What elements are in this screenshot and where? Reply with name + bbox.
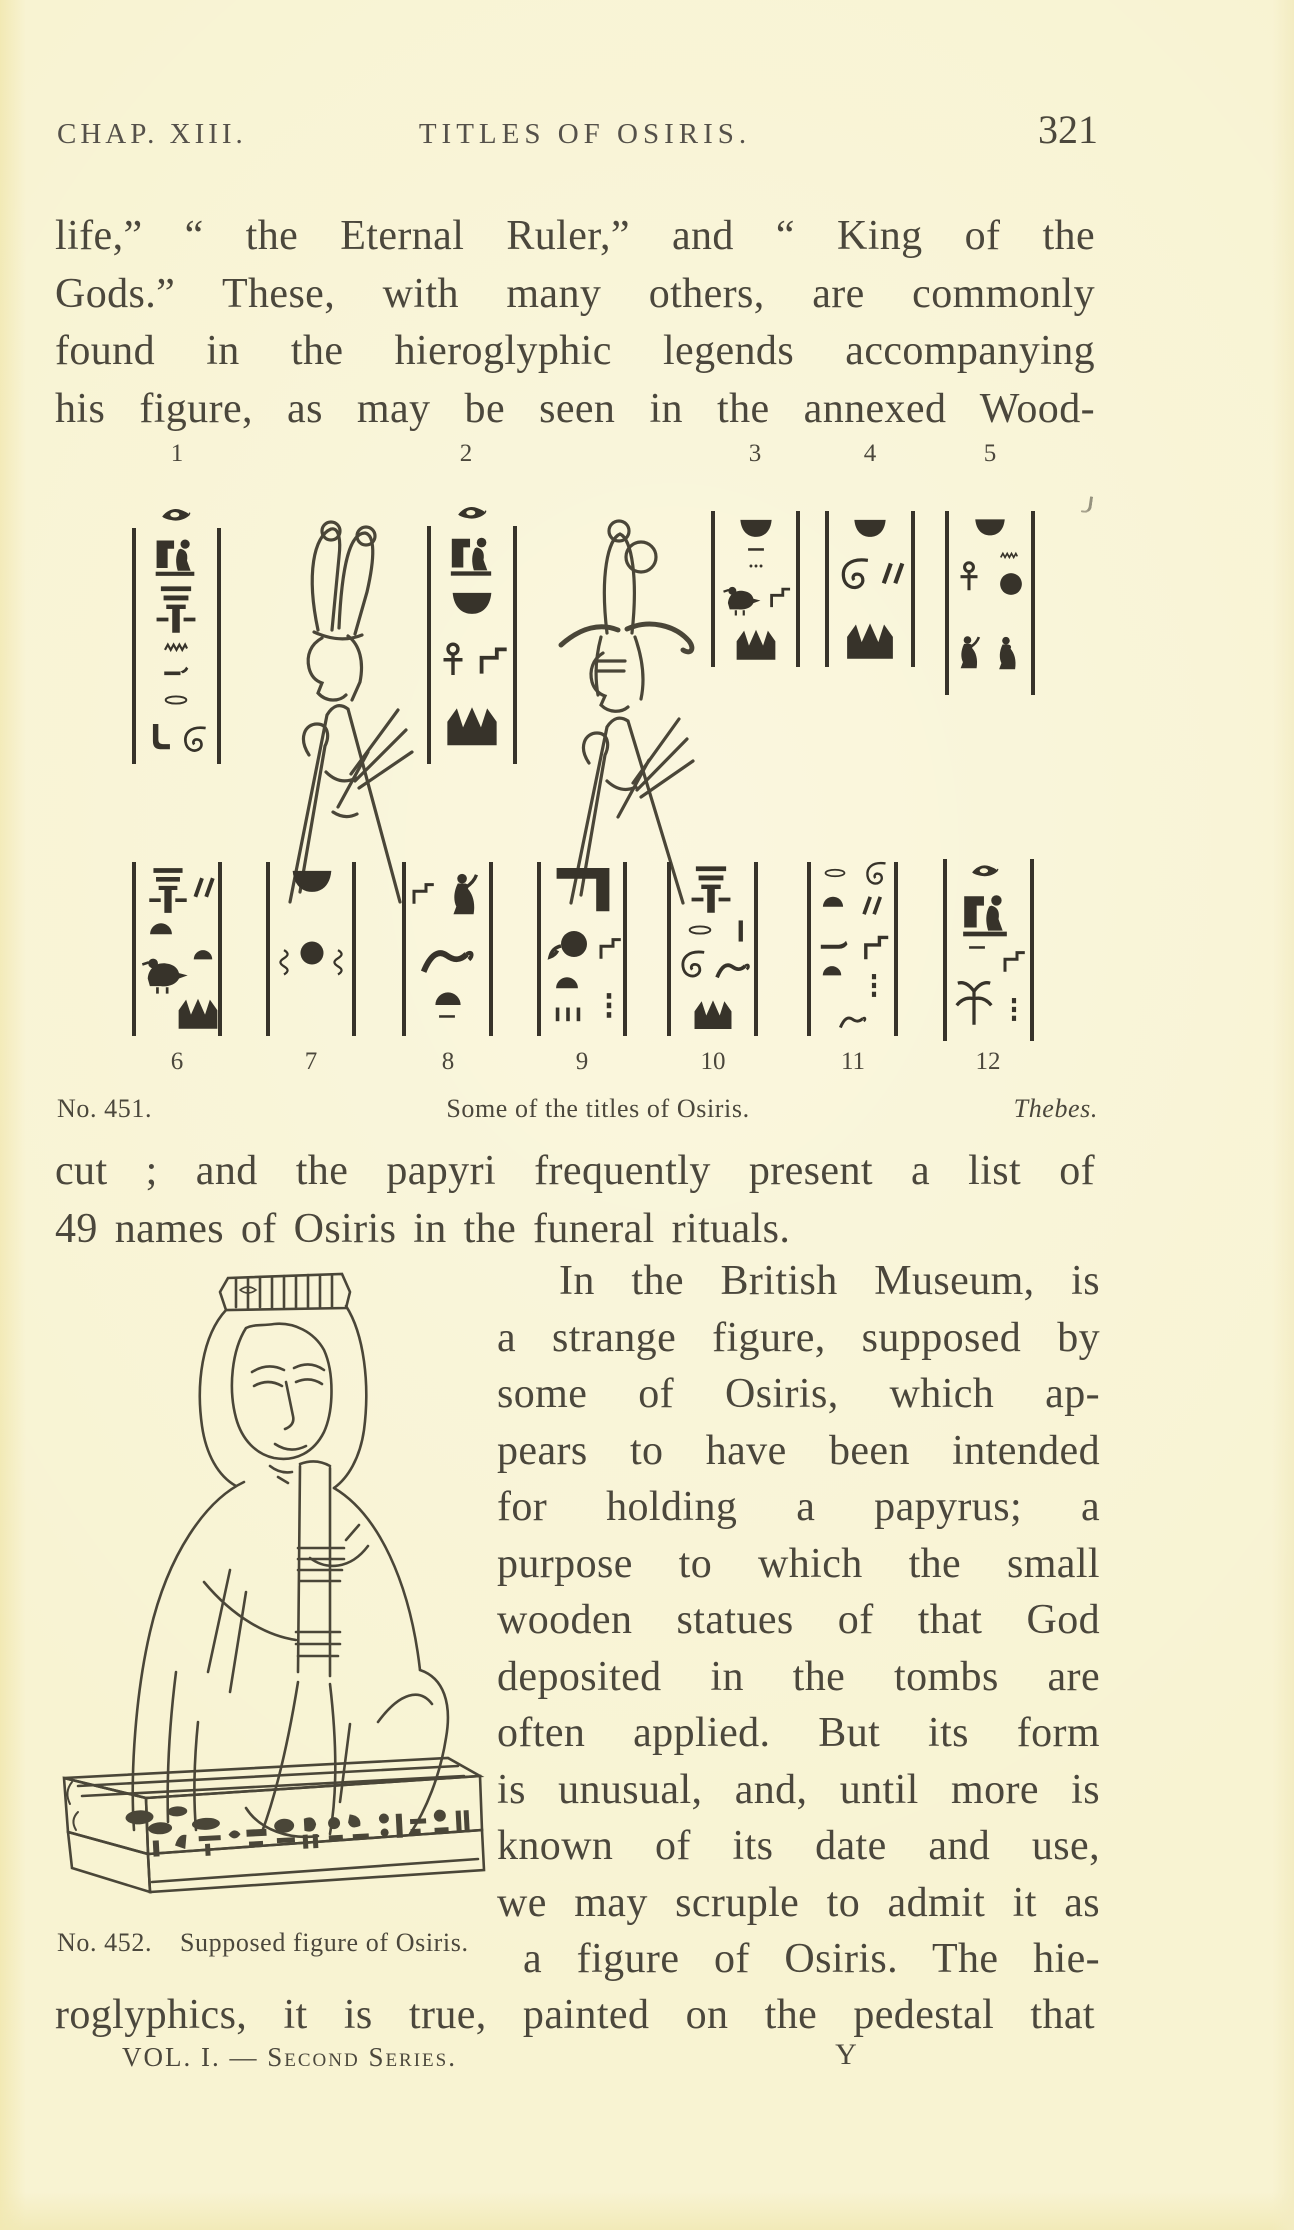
paragraph3-line: deposited in the tombs are (497, 1654, 1100, 1700)
figure-452-caption: Supposed figure of Osiris. (180, 1928, 469, 1957)
hieroglyph-panel-1 (124, 498, 228, 768)
osiris-statue-drawing (48, 1252, 488, 1907)
paragraph3-line: a figure of Osiris. The hie- (523, 1936, 1100, 1982)
paragraph1-line: his figure, as may be seen in the annexed Wood- (55, 386, 1095, 432)
figure-451-caption: Some of the titles of Osiris. (446, 1094, 750, 1123)
paragraph1-line: found in the hieroglyphic legends accompanying (55, 328, 1095, 374)
figure-452-label: No. 452. (57, 1928, 153, 1957)
paragraph2-line: cut ; and the papyri frequently present a list of (55, 1148, 1095, 1194)
paragraph3-line: wooden statues of that God (497, 1597, 1100, 1643)
paragraph3-line: some of Osiris, which ap- (497, 1371, 1100, 1417)
osiris-figure-horned-crown (515, 505, 705, 913)
paragraph3-line: pears to have been intended (497, 1428, 1100, 1474)
paragraph3-line: is unusual, and, until more is (497, 1767, 1100, 1813)
paragraph3-line: purpose to which the small (497, 1541, 1100, 1587)
osiris-figure-atef-crown (238, 512, 420, 910)
paragraph3-line: known of its date and use, (497, 1823, 1100, 1869)
woodcut-number: 6 (170, 1048, 184, 1075)
woodcut-number: 3 (748, 440, 762, 467)
hieroglyph-panel-8 (396, 858, 500, 1040)
figure-451-place: Thebes. (1013, 1094, 1098, 1123)
hieroglyph-panel-5 (938, 505, 1042, 701)
woodcut-number: 2 (459, 440, 473, 467)
volume-footline: VOL. I. — Second Series. (122, 2042, 457, 2072)
hieroglyph-panel-12 (937, 855, 1041, 1045)
page-number: 321 (1038, 107, 1098, 152)
hieroglyph-panel-6 (126, 858, 229, 1040)
ink-speck (1081, 495, 1093, 513)
running-title: TITLES OF OSIRIS. (418, 118, 752, 150)
woodcut-number: 12 (975, 1048, 1001, 1075)
hieroglyph-panel-4 (818, 505, 922, 673)
woodcut-number: 5 (983, 440, 997, 467)
hieroglyph-panel-3 (704, 505, 807, 673)
paragraph3-line: we may scruple to admit it as (497, 1880, 1100, 1926)
paragraph3-line: often applied. But its form (497, 1710, 1100, 1756)
woodcut-number: 4 (863, 440, 877, 467)
hieroglyph-panel-10 (661, 858, 765, 1040)
woodcut-number: 1 (170, 440, 184, 467)
paragraph1-line: Gods.” These, with many others, are commonly (55, 271, 1095, 317)
paragraph3-line: In the British Museum, is (559, 1258, 1100, 1304)
hieroglyph-panel-11 (801, 858, 905, 1040)
paragraph2-line: 49 names of Osiris in the funeral rituals. (55, 1206, 791, 1252)
paragraph3-line: a strange figure, supposed by (497, 1315, 1100, 1361)
woodcut-number: 11 (840, 1048, 866, 1075)
woodcut-number: 10 (700, 1048, 726, 1075)
paragraph1-line: life,” “ the Eternal Ruler,” and “ King of the (55, 213, 1095, 259)
woodcut-number: 7 (304, 1048, 318, 1075)
paragraph3-full-line: roglyphics, it is true, painted on the pedestal that (55, 1992, 1095, 2038)
chapter-heading: CHAP. XIII. (57, 118, 247, 150)
hieroglyph-panel-7 (260, 858, 363, 1040)
signature-mark: Y (835, 2038, 857, 2071)
woodcut-number: 9 (575, 1048, 589, 1075)
hieroglyph-panel-9 (531, 858, 634, 1040)
hieroglyph-panel-2 (420, 498, 524, 768)
woodcut-number: 8 (441, 1048, 455, 1075)
paragraph3-line: for holding a papyrus; a (497, 1484, 1100, 1530)
figure-451-label: No. 451. (57, 1094, 153, 1123)
